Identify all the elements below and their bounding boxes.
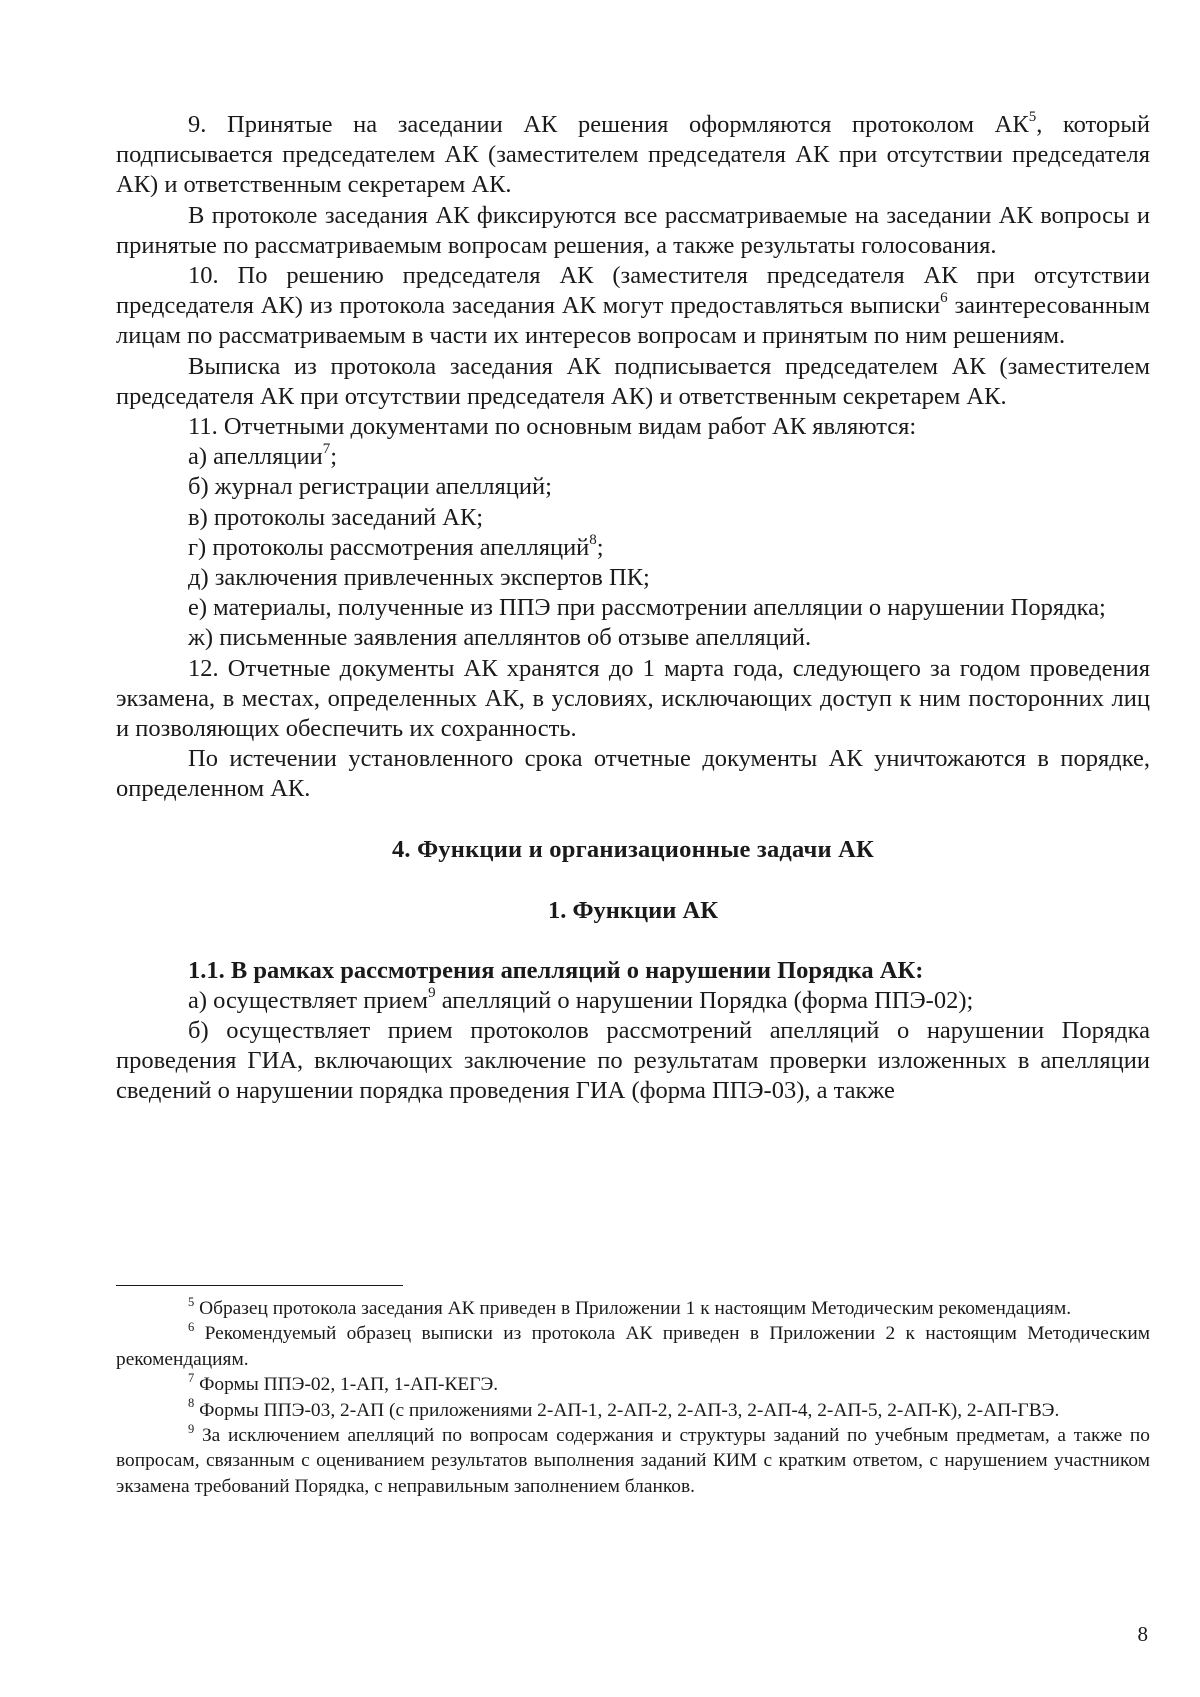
paragraph-9	[116, 110, 1150, 201]
footnote-ref[interactable]: 7	[322, 441, 331, 458]
list-item-zh: ж) письменные заявления апеллянтов об отзыве апелляций.	[188, 624, 812, 652]
footnote-6	[116, 1321, 1150, 1372]
footnote-number: 7	[188, 1370, 195, 1385]
footnote-ref[interactable]: 5	[1028, 108, 1037, 125]
footnotes	[116, 1296, 1150, 1499]
section-heading: 4. Функции и организационные задачи АК	[391, 835, 875, 863]
item-text: апелляций о нарушении Порядка (форма ППЭ-02);	[435, 986, 974, 1014]
footnote-ref[interactable]: 6	[940, 290, 948, 307]
footnote-number: 8	[188, 1396, 195, 1411]
list-item-g	[116, 533, 1150, 563]
footnote-text: Формы ППЭ-02, 1-АП, 1-АП-КЕГЭ.	[194, 1374, 499, 1396]
footnote-8	[116, 1398, 1150, 1423]
list-item-text: ;	[330, 443, 338, 471]
footnote-ref[interactable]: 8	[589, 531, 597, 548]
paragraph-text: 10. По решению председателя АК (заместителя председателя АК при отсутствии председателя АК) из протокола заседания АК могут предоставляться выписки	[116, 262, 1150, 320]
footnote-text: За исключением апелляций по вопросам содержания и структуры заданий по учебным предметам, а также по вопросам, связанным с оцениванием результатов выполнения заданий КИМ с кратким ответом, с нарушением участником экзамена требований Порядка, с неправильным заполнением бланков.	[116, 1425, 1150, 1497]
list-item-text: г) протоколы рассмотрения апелляций	[188, 533, 590, 561]
footnote-5	[116, 1296, 1150, 1321]
footnote-text: Формы ППЭ-03, 2-АП (с приложениями 2-АП-1, 2-АП-2, 2-АП-3, 2-АП-4, 2-АП-5, 2-АП-К), 2-АП-ГВЭ.	[194, 1399, 1060, 1421]
item-a	[116, 986, 1150, 1016]
paragraph-text: заинтересованным лицам по рассматриваемым в части их интересов вопросам и принятым по ним решениям.	[116, 292, 1150, 350]
subsection-heading: 1. Функции АК	[548, 896, 718, 924]
paragraph-9-continued: В протоколе заседания АК фиксируются все рассматриваемые на заседании АК вопросы и принятые по рассматриваемым вопросам решения, а также результаты голосования.	[116, 201, 1150, 259]
list-item-b: б) журнал регистрации апелляций;	[188, 473, 552, 501]
footnote-7	[116, 1372, 1150, 1397]
list-item-a	[116, 442, 1150, 472]
item-text: а) осуществляет прием	[188, 986, 429, 1014]
footnote-number: 9	[188, 1421, 195, 1436]
paragraph-10-continued: Выписка из протокола заседания АК подписывается председателем АК (заместителем председателя АК при отсутствии председателя АК) и ответственным секретарем АК.	[116, 352, 1150, 410]
list-item-v: в) протоколы заседаний АК;	[188, 503, 484, 531]
footnote-text: Рекомендуемый образец выписки из протокола АК приведен в Приложении 2 к настоящим Методическим рекомендациям.	[116, 1323, 1150, 1370]
footnote-ref[interactable]: 9	[428, 984, 436, 1001]
list-item-text: а) апелляции	[188, 443, 323, 471]
list-item-text: ;	[596, 533, 604, 561]
list-item-e: е) материалы, полученные из ППЭ при рассмотрении апелляции о нарушении Порядка;	[188, 594, 1106, 622]
list-item-d: д) заключения привлеченных экспертов ПК;	[188, 564, 650, 592]
footnote-number: 5	[188, 1294, 195, 1309]
paragraph-12-continued: По истечении установленного срока отчетные документы АК уничтожаются в порядке, определенном АК.	[116, 745, 1150, 803]
footnote-separator	[116, 1285, 403, 1286]
paragraph-11: 11. Отчетными документами по основным видам работ АК являются:	[188, 413, 917, 441]
item-b: б) осуществляет прием протоколов рассмотрений апелляций о нарушении Порядка проведения ГИА, включающих заключение по результатам проверки изложенных в апелляции сведений о нарушении порядка проведения ГИА (форма ППЭ-03), а также	[116, 1016, 1150, 1105]
footnote-9	[116, 1423, 1150, 1499]
footnote-number: 6	[188, 1319, 195, 1334]
paragraph-12: 12. Отчетные документы АК хранятся до 1 марта года, следующего за годом проведения экзамена, в местах, определенных АК, в условиях, исключающих доступ к ним посторонних лиц и позволяющих обеспечить их сохранность.	[116, 654, 1150, 743]
paragraph-text: 9. Принятые на заседании АК решения оформляются протоколом АК	[188, 111, 1029, 138]
paragraph-text: , который подписывается председателем АК (заместителем председателя АК при отсутствии председателя АК) и ответственным секретарем АК.	[116, 111, 1150, 199]
item-heading: 1.1. В рамках рассмотрения апелляций о нарушении Порядка АК:	[188, 956, 924, 984]
page-number: 8	[1137, 1622, 1148, 1646]
paragraph-10	[116, 261, 1150, 352]
document-body	[116, 110, 1150, 1106]
footnote-text: Образец протокола заседания АК приведен в Приложении 1 к настоящим Методическим рекомендациям.	[194, 1298, 1072, 1319]
